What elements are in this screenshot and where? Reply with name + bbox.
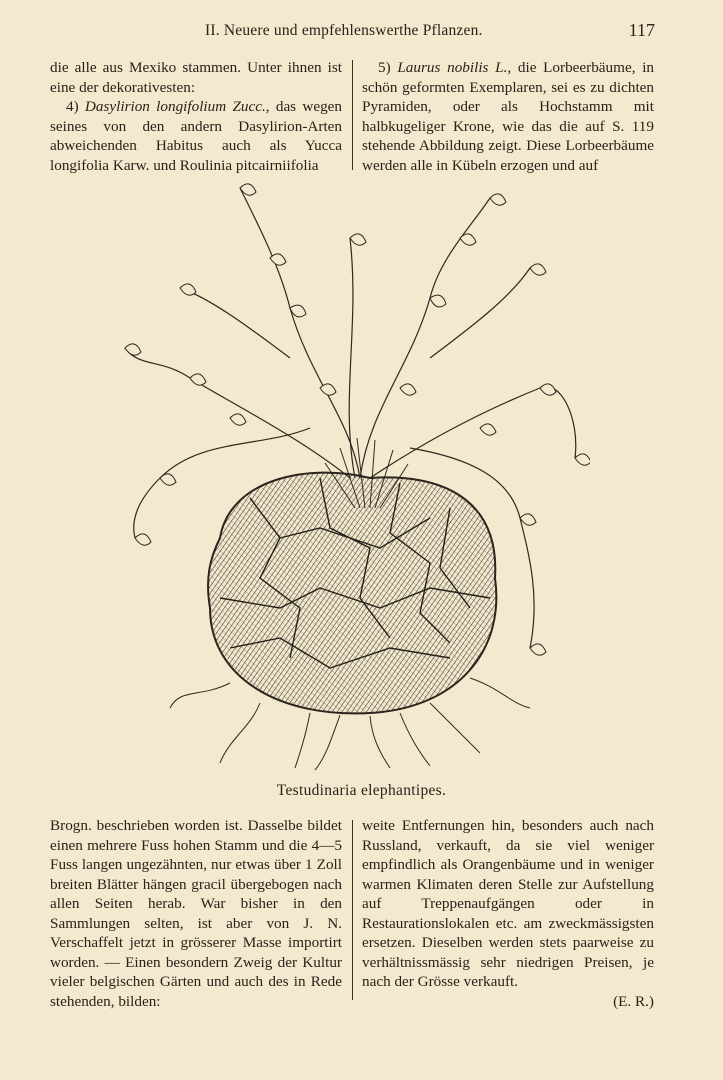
item-5-name: Laurus nobilis L., (397, 59, 512, 76)
bottom-left-column (50, 816, 342, 1011)
item-5-number: 5) (378, 59, 391, 76)
author-signoff: (E. R.) (613, 992, 654, 1010)
page-number: 117 (628, 20, 655, 40)
top-right-column (362, 58, 654, 175)
running-title: II. Neuere und empfehlenswerthe Pflanzen. (205, 22, 483, 39)
item-4-text: das wegen seines von den andern Dasylirion-Arten abweichenden Habitus auch als Yucca longifolia Karw. und Roulinia pitcairniifolia (50, 98, 342, 174)
item-5-text: die Lorbeerbäume, in schön geformten Exemplaren, sei es zu dichten Pyramiden, oder als Hochstamm mit halbkugeliger Krone, wie das die auf S. 119 stehende Abbildung zeigt. Diese Lorbeerbäume werden alle in Kübeln erzogen und auf (362, 59, 655, 174)
top-left-column (50, 58, 342, 175)
testudinaria-engraving (110, 178, 590, 773)
item-4-paragraph (50, 97, 342, 175)
bottom-right-paragraph: weite Entfernungen hin, besonders auch nach Russland, verkauft, da sie viel weniger empfindlich als Orangenbäume und in weniger warmen Klimaten deren Stelle zur Aufstellung auf Treppenaufgängen oder in Restaurationslokalen etc. am zweckmässigsten ersetzen. Dieselben werden stets paarweise zu verhältnissmässig sehr niedrigen Preisen, je nach der Grösse verkauft. (362, 817, 654, 990)
plant-illustration (110, 178, 590, 773)
item-5-paragraph (362, 58, 654, 175)
bottom-left-paragraph: Brogn. beschrieben worden ist. Dasselbe bildet einen mehrere Fuss hohen Stamm und die 4—5 Fuss langen ungezähnten, nur etwas über 1 Zoll breiten Blätter hängen gracil übergebogen nach allen Seiten herab. War bisher in den Sammlungen selten, ist aber von J. N. Verschaffelt jetzt in grösserer Masse importirt worden. — Einen besondern Zweig der Kultur vieler belgischen Gärten und auch des in Rede stehenden, bilden: (50, 817, 342, 1010)
intro-paragraph: die alle aus Mexiko stammen. Unter ihnen ist eine der dekorativesten: (50, 59, 342, 96)
item-4-number: 4) (66, 98, 79, 115)
bottom-right-column (362, 816, 654, 1011)
item-4-name: Dasylirion longifolium Zucc., (84, 98, 270, 115)
figure-caption: Testudinaria elephantipes. (276, 782, 447, 799)
column-divider-bottom (352, 820, 353, 1000)
page-header (50, 20, 655, 44)
column-divider-top (352, 60, 353, 170)
